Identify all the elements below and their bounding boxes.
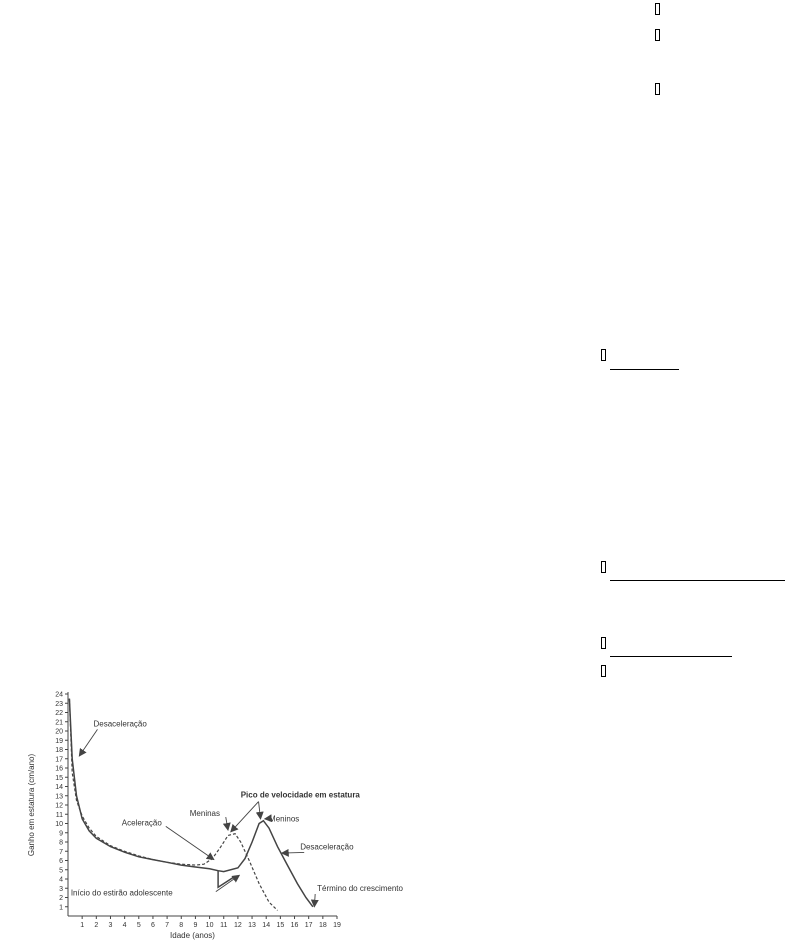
x-tick-label-3: 3	[108, 922, 113, 929]
y-tick-label-1: 1	[59, 904, 63, 912]
x-tick-label-14: 14	[262, 922, 271, 929]
y-tick-label-23: 23	[55, 700, 63, 708]
blank-underline-3	[610, 656, 732, 657]
chart-series	[69, 699, 313, 911]
y-tick-label-7: 7	[59, 848, 63, 856]
growth-spurt-dip	[218, 871, 235, 888]
series-line-meninos	[69, 699, 313, 907]
box-glyph-1	[655, 3, 660, 15]
y-tick-label-13: 13	[55, 793, 63, 801]
x-tick-label-18: 18	[318, 922, 327, 929]
annotation-label-0: Desaceleração	[93, 719, 147, 729]
y-tick-label-6: 6	[59, 858, 63, 865]
annotation-label-1: Aceleração	[121, 818, 162, 828]
y-tick-label-8: 8	[59, 839, 63, 847]
y-tick-label-19: 19	[55, 737, 63, 745]
x-tick-label-6: 6	[150, 922, 155, 929]
annotation-label-3: Pico de velocidade em estatura	[240, 790, 360, 800]
annotation-label-5: Desaceleração	[300, 842, 354, 852]
y-tick-label-10: 10	[55, 821, 63, 828]
y-tick-label-3: 3	[59, 885, 63, 893]
y-tick-label-14: 14	[55, 784, 63, 791]
x-axis-label: Idade (anos)	[170, 931, 215, 940]
x-tick-label-19: 19	[333, 922, 341, 929]
annotation-arrow-2	[226, 817, 228, 830]
y-axis-label: Ganho em estatura (cm/ano)	[27, 753, 36, 857]
x-tick-label-15: 15	[276, 922, 285, 929]
y-tick-label-17: 17	[55, 756, 63, 764]
x-tick-label-10: 10	[205, 922, 214, 929]
y-tick-label-5: 5	[59, 867, 63, 875]
x-tick-label-17: 17	[304, 922, 313, 929]
x-tick-label-1: 1	[80, 922, 85, 929]
y-tick-label-16: 16	[55, 765, 63, 773]
x-tick-label-4: 4	[122, 922, 127, 929]
y-tick-label-21: 21	[55, 719, 63, 727]
annotation-arrow-6	[216, 875, 239, 891]
annotation-label-4: Meninos	[269, 814, 300, 824]
annotation-arrow-1	[166, 826, 214, 859]
box-glyph-3	[655, 83, 660, 95]
blank-underline-2	[610, 580, 785, 581]
y-tick-label-9: 9	[59, 830, 63, 838]
blank-underline-1	[610, 369, 679, 370]
annotation-arrow-0	[79, 729, 97, 756]
annotation-arrow-3	[259, 802, 261, 819]
x-tick-label-13: 13	[248, 922, 256, 929]
y-tick-label-24: 24	[55, 691, 63, 699]
annotation-arrow-peak-girls	[231, 802, 259, 832]
x-tick-label-7: 7	[165, 922, 170, 929]
x-tick-label-8: 8	[179, 922, 184, 929]
annotation-label-2: Meninas	[189, 809, 221, 819]
annotation-label-7: Término do crescimento	[317, 884, 403, 894]
box-glyph-6	[601, 637, 606, 649]
y-tick-label-4: 4	[59, 876, 63, 884]
y-tick-label-12: 12	[55, 802, 63, 810]
y-tick-label-22: 22	[55, 710, 63, 717]
box-glyph-2	[655, 29, 660, 41]
y-tick-label-11: 11	[55, 811, 63, 819]
box-glyph-4	[601, 349, 606, 361]
annotation-label-6: Início do estirão adolescente	[70, 888, 173, 898]
x-tick-label-11: 11	[220, 922, 228, 929]
x-tick-label-9: 9	[193, 922, 198, 929]
x-tick-label-2: 2	[94, 922, 99, 929]
series-line-meninas	[69, 699, 277, 911]
y-tick-label-15: 15	[55, 774, 63, 782]
chart-annotations	[71, 719, 404, 906]
annotation-arrow-5	[282, 852, 304, 853]
box-glyph-5	[601, 561, 606, 573]
y-tick-label-18: 18	[55, 747, 63, 754]
annotation-arrow-7	[314, 894, 315, 907]
growth-velocity-chart	[0, 684, 460, 951]
y-tick-label-2: 2	[59, 895, 63, 902]
box-glyph-7	[601, 665, 606, 677]
x-tick-label-16: 16	[290, 922, 299, 929]
x-tick-label-12: 12	[233, 922, 242, 929]
y-tick-label-20: 20	[55, 728, 63, 736]
x-tick-label-5: 5	[136, 922, 141, 929]
